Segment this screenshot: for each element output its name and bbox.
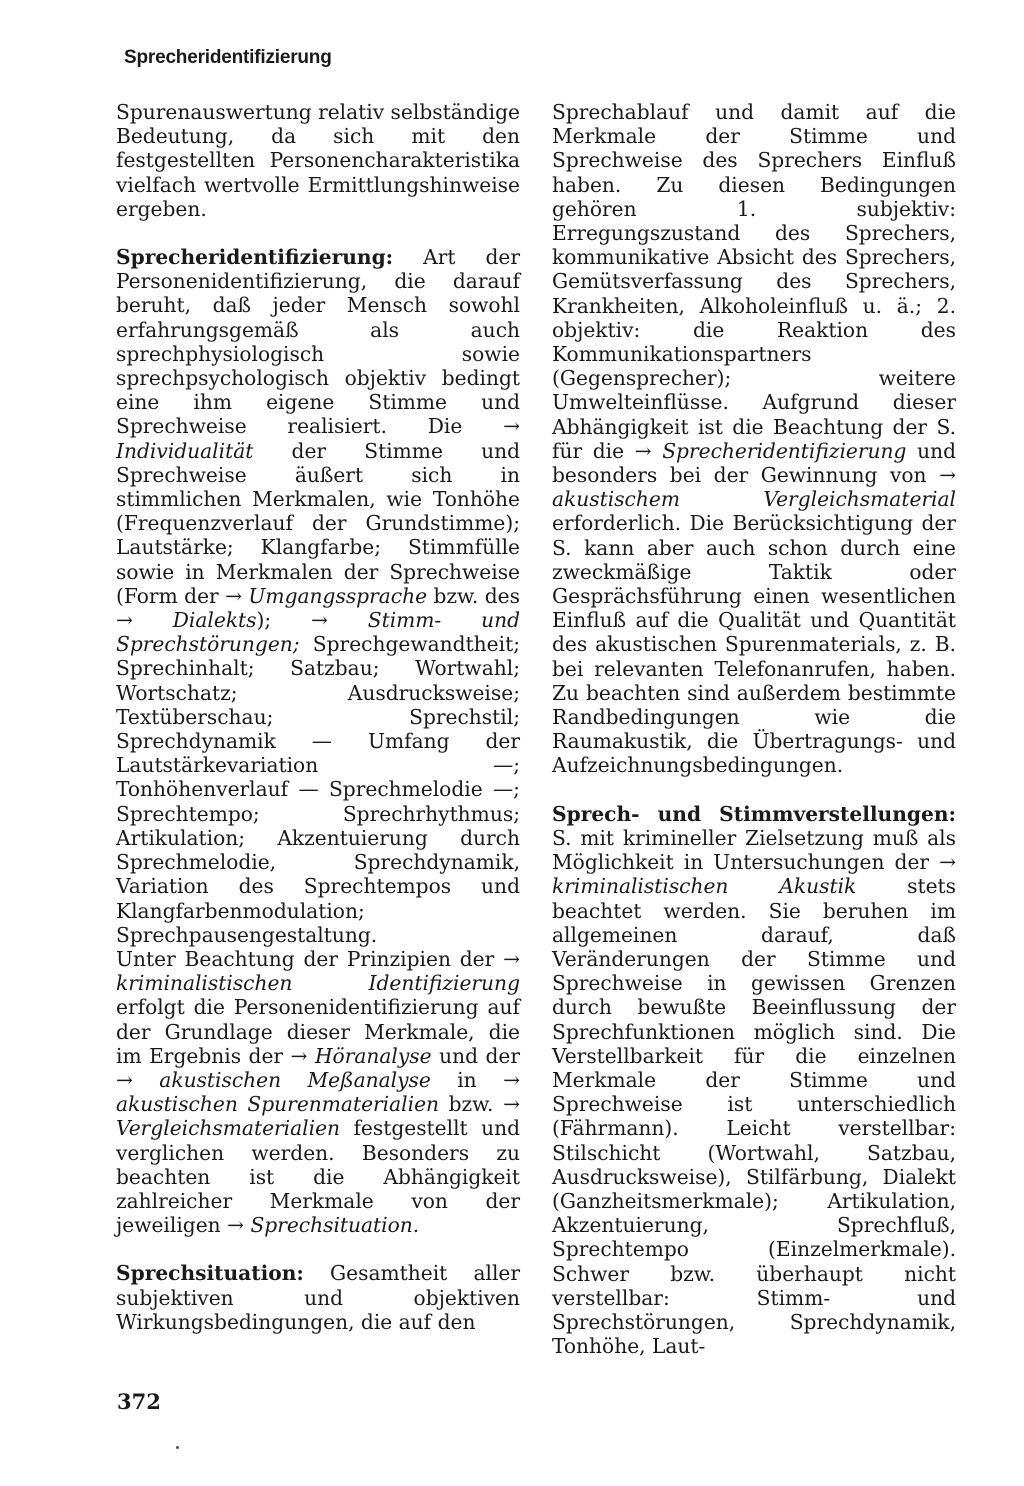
paragraph-continuation: Spurenauswertung relativ selbständige Bedeutung, da sich mit den festgestellten Personencharakteristika vielfach wertvolle Ermittlungshinweise ergeben. <box>116 100 521 221</box>
cross-reference: Umgangssprache <box>248 583 428 608</box>
entry-term: Sprecheridentifizierung: <box>116 245 394 270</box>
cross-reference: Sprecheridentifizierung <box>662 438 907 463</box>
paragraph-continuation: Sprechablauf und damit auf die Merkmale der Stimme und Sprechweise des Sprechers Einfluß haben. Zu diesen Bedingungen gehören 1. subjektiv: Erregungszustand des Sprechers, kommunikative Absicht des Sprechers, Gemütsverfassung des Sprechers, Krankheiten, Alkoholeinfluß u. ä.; 2. objektiv: die Reaktion des Kommunikationspartners (Gegensprecher); weitere Umwelteinflüsse. Aufgrund dieser Abhängigkeit ist die Beachtung der S. für die → Sprecheridentifizierung und besonders bei der Gewinnung von → akustischem Vergleichsmaterial erforderlich. Die Berücksichtigung der S. kann aber auch schon durch eine zweckmäßige Taktik oder Gesprächsführung einen wesentlichen Einfluß auf die Qualität und Quantität des akustischen Spurenmaterials, z. B. bei relevanten Telefonanrufen, haben. Zu beachten sind außerdem bestimmte Randbedingungen wie die Raumakustik, die Übertragungs- und Aufzeichnungsbedingungen. <box>552 100 956 778</box>
cross-reference: akustischen Spurenmaterialien <box>116 1092 440 1117</box>
page-number: 372 <box>117 1389 161 1414</box>
cross-reference: kriminalistischen Akustik <box>552 874 857 899</box>
right-column <box>552 100 956 1358</box>
cross-reference: Individualität <box>116 438 254 463</box>
entry-sprechsituation: Sprechsituation: Gesamtheit aller subjektiven und objektiven Wirkungsbedingungen, die auf den <box>116 1261 520 1334</box>
entry-paragraph: Unter Beachtung der Prinzipien der → kriminalistischen Identifizierung erfolgt die Personenidentifizierung auf der Grundlage dieser Merkmale, die im Ergebnis der → Höranalyse und der → akustischen Meßanalyse in → akustischen Spurenmaterialien bzw. → Vergleichsmaterialien festgestellt und verglichen werden. Besonders zu beachten ist die Abhängigkeit zahlreicher Merkmale von der jeweiligen → Sprechsituation. <box>116 946 521 1238</box>
cross-reference: Vergleichsmaterialien <box>116 1116 341 1141</box>
cross-reference: kriminalistischen Identifizierung <box>116 971 520 996</box>
entry-sprecheridentifizierung: Sprecheridentifizierung: Art der Personenidentifizierung, die darauf beruht, daß jeder Mensch sowohl erfahrungsgemäß als auch sprechphysiologisch sowie sprechpsychologisch objektiv bedingt eine ihm eigene Stimme und Sprechweise realisiert. Die → Individualität der Stimme und Sprechweise äußert sich in stimmlichen Merkmalen, wie Tonhöhe (Frequenzverlauf der Grundstimme); Lautstärke; Klangfarbe; Stimmfülle sowie in Merkmalen der Sprechweise (Form der → Umgangssprache bzw. des → Dialekts); → Stimm- und Sprechstörungen; Sprechgewandtheit; Sprechinhalt; Satzbau; Wortwahl; Wortschatz; Ausdrucksweise; Textüberschau; Sprechstil; Sprechdynamik — Umfang der Lautstärkevariation —; Tonhöhenverlauf — Sprechmelodie —; Sprechtempo; Sprechrhythmus; Artikulation; Akzentuierung durch Sprechmelodie, Sprechdynamik, Variation des Sprechtempos und Klangfarbenmodulation; Sprechpausengestaltung. <box>116 245 520 947</box>
entry-term: Sprech- und Stimmverstellungen: <box>552 801 956 826</box>
entry-sprech-und-stimmverstellungen: Sprech- und Stimmverstellungen: S. mit krimineller Zielsetzung muß als Möglichkeit in Untersuchungen der → kriminalistischen Akustik stets beachtet werden. Sie beruhen im allgemeinen darauf, daß Veränderungen der Stimme und Sprechweise in gewissen Grenzen durch bewußte Beeinflussung der Sprechfunktionen möglich sind. Die Verstellbarkeit für die einzelnen Merkmale der Stimme und Sprechweise ist unterschiedlich (Fährmann). Leicht verstellbar: Stilschicht (Wortwahl, Satzbau, Ausdrucksweise), Stilfärbung, Dialekt (Ganzheitsmerkmale); Artikulation, Akzentuierung, Sprechfluß, Sprechtempo (Einzelmerkmale). Schwer bzw. überhaupt nicht verstellbar: Stimm- und Sprechstörungen, Sprechdynamik, Tonhöhe, Laut- <box>552 801 957 1359</box>
print-speck <box>176 1446 179 1449</box>
running-header: Sprecheridentifizierung <box>124 47 332 68</box>
cross-reference: Höranalyse <box>314 1043 432 1068</box>
entry-term: Sprechsituation: <box>116 1261 304 1286</box>
cross-reference: akustischen Meßanalyse <box>159 1067 431 1092</box>
cross-reference: akustischem Vergleichsmaterial <box>552 487 956 512</box>
cross-reference: Stimm- und Sprechstörungen; <box>116 608 520 657</box>
cross-reference: Dialekts <box>172 608 257 633</box>
cross-reference: Sprechsituation. <box>250 1213 420 1238</box>
left-column <box>116 100 520 1334</box>
